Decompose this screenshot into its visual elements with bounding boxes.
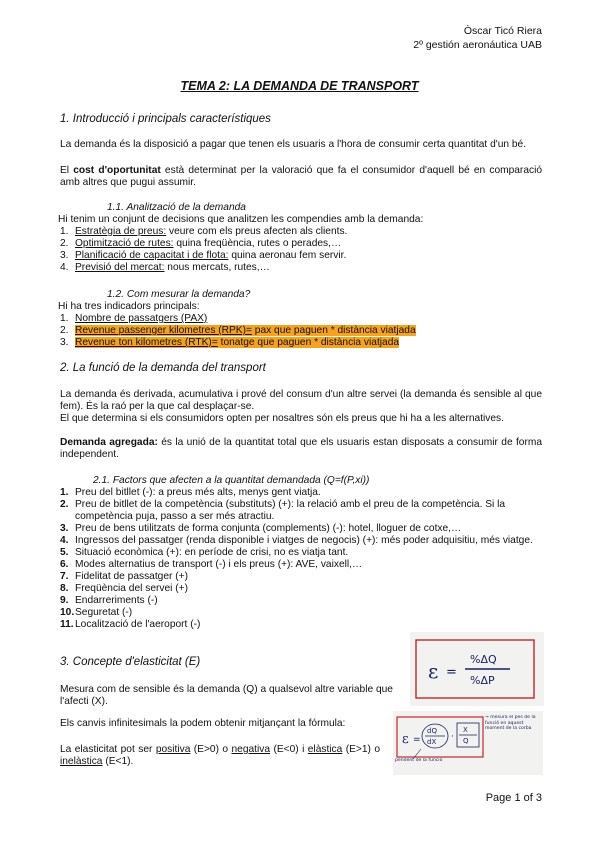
section-2-paragraph-2: El que determina si els consumidors opten per nosaltres són els preus que hi ha a les alternatives. <box>60 413 504 424</box>
svg-text:=: = <box>446 665 457 680</box>
item-text: tonatge que paguen * distància viatjada <box>217 337 400 348</box>
svg-text:=: = <box>413 735 421 745</box>
item-text: Seguretat (-) <box>75 607 133 618</box>
section-2-paragraph-1: La demanda és derivada, acumulativa i prové del consum d'un altre servei (la demanda és sensible al que fem). És la raó per la que cal desplaçar-se. <box>60 389 542 412</box>
item-number: 10. <box>60 607 75 618</box>
svg-text:dX: dX <box>427 738 437 746</box>
item-term: Previsió del mercat: <box>75 262 165 273</box>
item-number: 5. <box>60 547 69 558</box>
item-number: 1. <box>60 226 69 237</box>
item-text: Localització de l'aeroport (-) <box>75 619 201 630</box>
item-content <box>75 313 207 324</box>
section-3-paragraph-2: Els canvis infinitesimals la podem obtenir mitjançant la fórmula: <box>60 718 346 729</box>
section-1-paragraph-2: El cost d'oportunitat està determinat per la valoració que fa el consumidor d'aquell bé en comparació amb altres que pugui assumir. <box>60 165 543 188</box>
factor-item <box>60 571 542 583</box>
highlighted-text <box>75 337 399 348</box>
elasticity-formula-photo <box>410 632 544 706</box>
item-text: quina freqüència, rutes o perades,… <box>173 238 342 249</box>
section-1-paragraph-1: La demanda és la disposició a pagar que tenen els usuaris a l'hora de consumir certa quantitat d'un bé. <box>60 139 527 150</box>
item-term: Revenue passenger kilometres (RPK)= <box>75 325 252 336</box>
course-name: 2º gestión aeronáutica UAB <box>413 39 542 51</box>
handwritten-note-right: → mesura el pes de la funció en aquest moment de la corba <box>485 715 536 732</box>
section-1-heading: 1. Introducció i principals característiques <box>60 113 271 125</box>
svg-text:·: · <box>451 732 454 742</box>
item-text: Preu del bitllet (-): a preus més alts, menys gent viatja. <box>75 487 321 498</box>
subsection-1-1-heading: 1.1. Analització de la demanda <box>107 202 246 213</box>
item-term: Planificació de capacitat i de flota: <box>75 250 229 261</box>
demanda-agregada-term: Demanda agregada: <box>60 437 158 448</box>
formula-denominator: %ΔP <box>470 674 495 687</box>
subsection-1-2-heading: 1.2. Com mesurar la demanda? <box>107 289 251 300</box>
factor-item <box>60 523 542 535</box>
svg-text:dQ: dQ <box>427 727 437 735</box>
factor-item <box>60 499 542 523</box>
item-term: Revenue ton kilometres (RTK)= <box>75 337 218 348</box>
item-number: 4. <box>60 535 69 546</box>
item-number: 2. <box>60 238 69 249</box>
item-text: Fidelitat de passatger (+) <box>75 571 188 582</box>
section-2-paragraph-3: Demanda agregada: és la unió de la quantitat total que els usuaris estan disposats a consumir de forma independent. <box>60 437 542 460</box>
subsection-1-1-intro: Hi tenim un conjunt de decisions que analitzen les compendies amb la demanda: <box>58 214 424 225</box>
section-2-heading: 2. La funció de la demanda del transport <box>60 362 266 374</box>
decision-item <box>60 226 542 238</box>
svg-text:ε: ε <box>402 732 409 747</box>
subsection-2-1-heading: 2.1. Factors que afecten a la quantitat demandada (Q=f(P,xi)) <box>93 475 370 486</box>
item-text: veure com els preus afecten als clients. <box>166 226 348 237</box>
handwritten-note-left: pendent de la funció <box>395 758 443 763</box>
factor-item <box>60 535 542 547</box>
cost-oportunitat-term: cost d'oportunitat <box>73 165 161 176</box>
decisions-list <box>60 226 542 274</box>
item-number: 3. <box>60 523 69 534</box>
decision-item <box>60 262 542 274</box>
indicators-list <box>60 313 542 349</box>
page-number: Page 1 of 3 <box>485 792 542 804</box>
factor-item <box>60 547 542 559</box>
item-number: 7. <box>60 571 69 582</box>
item-number: 1. <box>60 313 69 324</box>
item-text: pax que paguen * distància viatjada <box>251 325 416 336</box>
factor-item <box>60 583 542 595</box>
item-number: 11. <box>60 619 74 630</box>
section-3-heading: 3. Concepte d'elasticitat (E) <box>60 656 201 668</box>
decision-item <box>60 238 542 250</box>
item-number: 9. <box>60 595 69 606</box>
item-term: Optimització de rutes: <box>75 238 174 249</box>
derivative-formula-photo <box>393 711 543 775</box>
factor-item <box>60 487 542 499</box>
highlighted-text <box>75 325 416 336</box>
author-name: Òscar Ticó Riera <box>463 25 542 37</box>
item-text: Preu de bitllet de la competència (substituts) (+): la relació amb el preu de la competència. Si la competència puja, passo a ser més atractiu. <box>75 499 506 522</box>
subsection-1-2-intro: Hi ha tres indicadors principals: <box>58 301 200 312</box>
item-number: 1. <box>60 487 69 498</box>
elasticity-formula-drawing <box>410 632 544 706</box>
factor-item <box>60 559 542 571</box>
epsilon-symbol: ε <box>428 659 439 683</box>
factor-item <box>60 595 542 607</box>
indicator-item <box>60 313 542 325</box>
item-text: Situació econòmica (+): en període de crisi, no es viatja tant. <box>75 547 349 558</box>
svg-text:Q: Q <box>463 737 469 745</box>
derivative-formula-drawing <box>393 711 543 775</box>
item-number: 2. <box>60 499 69 510</box>
item-text: Ingressos del passatger (renda disponible i viatges de negocis) (+): més poder adquisitiu, més viatge. <box>75 535 533 546</box>
decision-item <box>60 250 542 262</box>
item-text: Preu de bens utilitzats de forma conjunta (complements) (-): hotel, lloguer de cotxe,… <box>75 523 462 534</box>
factors-list <box>60 487 542 631</box>
item-number: 2. <box>60 325 69 336</box>
formula-numerator: %ΔQ <box>470 653 497 666</box>
item-term: Estratègia de preus: <box>75 226 167 237</box>
item-term: Nombre de passatgers (PAX) <box>75 313 208 324</box>
document-title: TEMA 2: LA DEMANDA DE TRANSPORT <box>180 79 419 93</box>
factor-item <box>60 607 542 619</box>
item-number: 8. <box>60 583 69 594</box>
section-3-paragraph-1: Mesura com de sensible és la demanda (Q) a qualsevol altre variable que l'afecti (X). <box>60 684 393 707</box>
factor-item <box>60 619 542 631</box>
indicator-item <box>60 337 542 349</box>
item-text: Endarreriments (-) <box>75 595 158 606</box>
item-text: quina aeronau fem servir. <box>228 250 347 261</box>
indicator-item <box>60 325 542 337</box>
section-3-paragraph-3: La elasticitat pot ser positiva (E>0) o negativa (E<0) i elàstica (E>1) o inelàstica (E<1). <box>60 744 381 767</box>
item-number: 6. <box>60 559 69 570</box>
item-text: Freqüència del servei (+) <box>75 583 188 594</box>
item-number: 3. <box>60 337 69 348</box>
svg-text:X: X <box>463 726 468 734</box>
item-number: 4. <box>60 262 69 273</box>
item-text: Modes alternatius de transport (-) i els preus (+): AVE, vaixell,… <box>75 559 363 570</box>
item-number: 3. <box>60 250 69 261</box>
item-text: nous mercats, rutes,… <box>164 262 270 273</box>
